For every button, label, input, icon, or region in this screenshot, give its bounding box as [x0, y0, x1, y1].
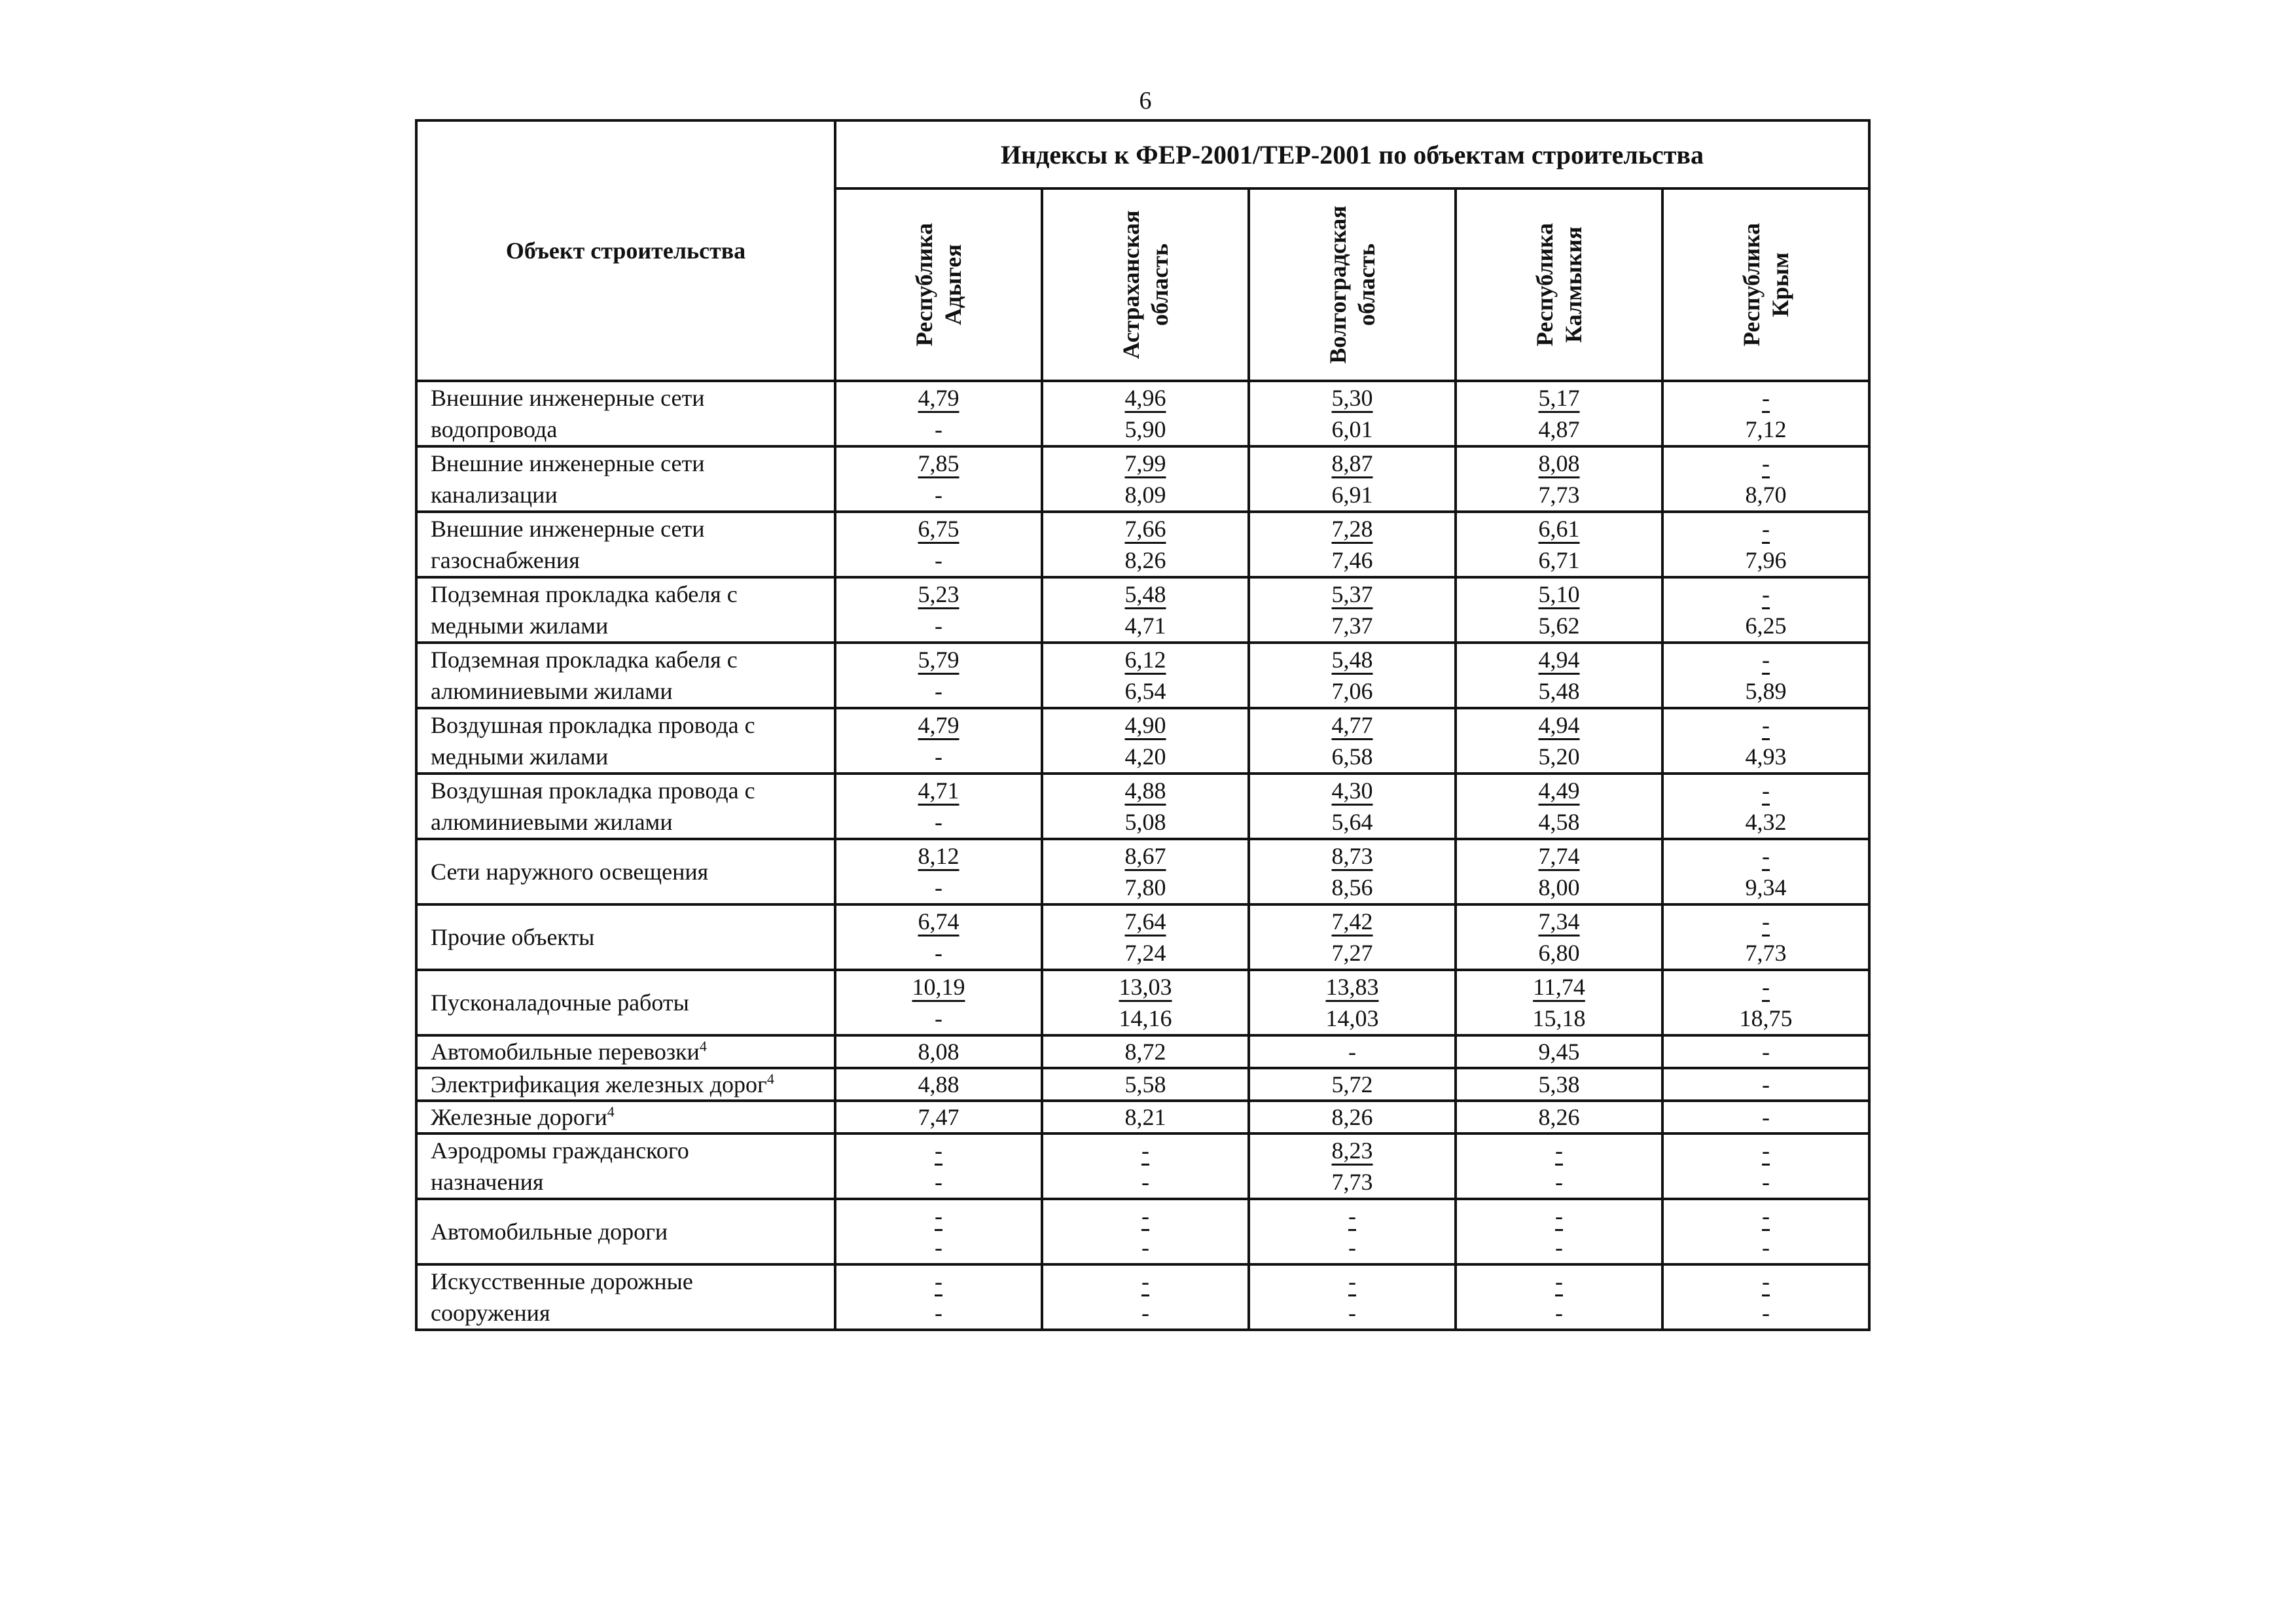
object-name-line: Внешние инженерные сети — [431, 516, 705, 542]
region-header-line: Республика — [911, 223, 937, 347]
regional-index-value: 4,49 — [1538, 777, 1580, 804]
secondary-index-value: - — [1141, 1234, 1149, 1260]
regional-index-value: 8,23 — [1331, 1137, 1373, 1164]
region-header — [1042, 188, 1249, 381]
object-name-line: Пусконаладочные работы — [431, 990, 689, 1016]
regional-index-value: 5,10 — [1538, 581, 1580, 607]
index-value-cell — [835, 1133, 1042, 1199]
index-value-cell — [1662, 381, 1869, 446]
index-value-cell — [1249, 774, 1456, 839]
footnote-marker: 4 — [766, 1071, 774, 1087]
regional-index-value: - — [1141, 1203, 1149, 1229]
region-header — [1662, 188, 1869, 381]
regional-index-value: 7,85 — [918, 450, 960, 476]
secondary-index-value: 5,20 — [1538, 743, 1580, 770]
object-name-line: Сети наружного освещения — [431, 859, 709, 885]
index-value-cell: 5,72 — [1249, 1068, 1456, 1101]
regional-index-value: - — [1762, 1137, 1770, 1164]
footnote-marker: 4 — [699, 1038, 707, 1054]
secondary-index-value: 4,32 — [1745, 809, 1787, 835]
index-value-cell — [1042, 1264, 1249, 1330]
secondary-index-value: - — [935, 1005, 942, 1031]
secondary-index-value: 8,26 — [1124, 547, 1166, 573]
object-name-line: Воздушная прокладка провода с — [431, 712, 755, 738]
region-header — [1249, 188, 1456, 381]
index-value-cell — [1042, 839, 1249, 904]
index-value-cell — [1042, 904, 1249, 970]
index-value-cell: - — [1662, 1035, 1869, 1068]
index-value-cell — [1662, 708, 1869, 774]
table-row — [416, 1101, 1869, 1133]
object-name-line: Железные дороги — [431, 1104, 607, 1130]
object-name-cell — [416, 381, 835, 446]
index-value-cell: - — [1662, 1101, 1869, 1133]
secondary-index-value: - — [1762, 1234, 1770, 1260]
object-name-line: Прочие объекты — [431, 924, 595, 950]
secondary-index-value: 7,73 — [1538, 482, 1580, 508]
secondary-index-value: 15,18 — [1532, 1005, 1586, 1031]
table-row — [416, 904, 1869, 970]
secondary-index-value: - — [1555, 1300, 1563, 1326]
regional-index-value: - — [1762, 581, 1770, 607]
table-body — [416, 381, 1869, 1330]
secondary-index-value: 4,58 — [1538, 809, 1580, 835]
secondary-index-value: - — [935, 940, 942, 966]
secondary-index-value: 7,96 — [1745, 547, 1787, 573]
secondary-index-value: 7,06 — [1331, 678, 1373, 704]
secondary-index-value: 6,71 — [1538, 547, 1580, 573]
footnote-marker: 4 — [607, 1103, 615, 1120]
table-row — [416, 708, 1869, 774]
regional-index-value: 4,90 — [1124, 712, 1166, 738]
regional-index-value: - — [1762, 777, 1770, 804]
regional-index-value: - — [1762, 712, 1770, 738]
index-value-cell — [1662, 904, 1869, 970]
index-value-cell — [1249, 1133, 1456, 1199]
index-value-cell — [835, 512, 1042, 577]
index-value-cell — [1456, 708, 1662, 774]
index-value-cell: 5,58 — [1042, 1068, 1249, 1101]
regional-index-value: 8,12 — [918, 843, 960, 869]
secondary-index-value: 5,89 — [1745, 678, 1787, 704]
object-name-cell — [416, 577, 835, 643]
regional-index-value: 13,83 — [1325, 974, 1379, 1000]
table-row — [416, 839, 1869, 904]
region-header — [835, 188, 1042, 381]
regional-index-value: 5,37 — [1331, 581, 1373, 607]
index-value-cell: 8,26 — [1456, 1101, 1662, 1133]
secondary-index-value: 5,64 — [1331, 809, 1373, 835]
index-value-cell — [1662, 774, 1869, 839]
regional-index-value: 7,64 — [1124, 908, 1166, 935]
index-value-cell — [835, 970, 1042, 1035]
region-header-line: область — [1354, 243, 1380, 327]
regional-index-value: 5,48 — [1124, 581, 1166, 607]
object-name-cell — [416, 1133, 835, 1199]
regional-index-value: 4,71 — [918, 777, 960, 804]
secondary-index-value: - — [935, 678, 942, 704]
secondary-index-value: - — [935, 613, 942, 639]
object-name-line: Автомобильные дороги — [431, 1219, 668, 1245]
secondary-index-value: 7,12 — [1745, 416, 1787, 442]
object-name-cell — [416, 1035, 835, 1068]
index-value-cell: 8,08 — [835, 1035, 1042, 1068]
secondary-index-value: 8,56 — [1331, 874, 1373, 901]
object-name-line: Внешние инженерные сети — [431, 450, 705, 476]
regional-index-value: - — [1762, 1203, 1770, 1229]
index-value-cell — [1249, 970, 1456, 1035]
index-value-cell — [1456, 970, 1662, 1035]
secondary-index-value: - — [1141, 1169, 1149, 1195]
index-value-cell — [835, 577, 1042, 643]
table-row — [416, 1035, 1869, 1068]
index-value-cell — [1456, 839, 1662, 904]
regional-index-value: 8,87 — [1331, 450, 1373, 476]
object-name-line: Искусственные дорожные — [431, 1268, 693, 1294]
index-value-cell — [1456, 1199, 1662, 1264]
index-value-cell — [1456, 643, 1662, 708]
secondary-index-value: 6,25 — [1745, 613, 1787, 639]
index-value-cell — [1042, 446, 1249, 512]
index-value-cell — [1456, 577, 1662, 643]
index-value-cell — [1456, 904, 1662, 970]
secondary-index-value: 7,37 — [1331, 613, 1373, 639]
region-header-line: Республика — [1532, 223, 1558, 347]
index-value-cell — [1249, 1199, 1456, 1264]
index-value-cell — [1042, 1133, 1249, 1199]
regional-index-value: 4,94 — [1538, 647, 1580, 673]
table-row — [416, 512, 1869, 577]
index-value-cell — [1456, 774, 1662, 839]
index-value-cell — [1249, 381, 1456, 446]
regional-index-value: 4,88 — [1124, 777, 1166, 804]
index-value-cell — [1249, 904, 1456, 970]
regional-index-value: 7,34 — [1538, 908, 1580, 935]
index-value-cell — [1042, 577, 1249, 643]
regional-index-value: - — [935, 1137, 942, 1164]
index-value-cell: 5,38 — [1456, 1068, 1662, 1101]
index-value-cell — [1249, 643, 1456, 708]
regional-index-value: 6,75 — [918, 516, 960, 542]
table-row — [416, 381, 1869, 446]
regional-index-value: 11,74 — [1533, 974, 1585, 1000]
regional-index-value: - — [1348, 1203, 1356, 1229]
secondary-index-value: 7,73 — [1745, 940, 1787, 966]
regional-index-value: - — [1141, 1137, 1149, 1164]
secondary-index-value: 6,91 — [1331, 482, 1373, 508]
object-name-cell — [416, 708, 835, 774]
secondary-index-value: - — [935, 1300, 942, 1326]
regional-index-value: - — [1141, 1268, 1149, 1294]
index-value-cell — [835, 904, 1042, 970]
page-number: 6 — [1139, 87, 1152, 115]
regional-index-value: 6,12 — [1124, 647, 1166, 673]
secondary-index-value: 4,71 — [1124, 613, 1166, 639]
index-value-cell — [1662, 1264, 1869, 1330]
index-value-cell — [835, 708, 1042, 774]
index-value-cell: - — [1662, 1068, 1869, 1101]
index-value-cell — [835, 1199, 1042, 1264]
secondary-index-value: - — [1348, 1234, 1356, 1260]
secondary-index-value: 6,58 — [1331, 743, 1373, 770]
regional-index-value: - — [1555, 1137, 1563, 1164]
object-name-cell — [416, 1068, 835, 1101]
object-name-line: Автомобильные перевозки — [431, 1039, 700, 1065]
secondary-index-value: 7,73 — [1331, 1169, 1373, 1195]
regional-index-value: - — [1762, 843, 1770, 869]
table-row — [416, 1264, 1869, 1330]
region-header-line: Астраханская — [1118, 210, 1144, 359]
index-value-cell — [835, 381, 1042, 446]
regional-index-value: 4,79 — [918, 385, 960, 411]
region-header-line: Калмыкия — [1560, 226, 1587, 343]
regional-index-value: 5,17 — [1538, 385, 1580, 411]
regional-index-value: 4,30 — [1331, 777, 1373, 804]
secondary-index-value: - — [1555, 1234, 1563, 1260]
regional-index-value: 5,79 — [918, 647, 960, 673]
secondary-index-value: 18,75 — [1739, 1005, 1793, 1031]
index-table — [415, 119, 1871, 1331]
secondary-index-value: 7,27 — [1331, 940, 1373, 966]
regional-index-value: 7,74 — [1538, 843, 1580, 869]
index-value-cell — [1662, 1133, 1869, 1199]
index-value-cell — [1042, 708, 1249, 774]
index-value-cell — [1042, 774, 1249, 839]
regional-index-value: - — [935, 1203, 942, 1229]
object-name-line: медными жилами — [431, 613, 609, 639]
secondary-index-value: - — [935, 1169, 942, 1195]
index-value-cell — [1456, 1264, 1662, 1330]
index-value-cell — [1662, 446, 1869, 512]
index-value-cell — [835, 446, 1042, 512]
secondary-index-value: - — [935, 1234, 942, 1260]
region-header-line: Волгоградская — [1325, 205, 1351, 364]
object-name-line: назначения — [431, 1169, 544, 1195]
index-value-cell: 9,45 — [1456, 1035, 1662, 1068]
regional-index-value: - — [1762, 1268, 1770, 1294]
regional-index-value: - — [1555, 1268, 1563, 1294]
secondary-index-value: - — [1348, 1300, 1356, 1326]
regional-index-value: 4,94 — [1538, 712, 1580, 738]
secondary-index-value: - — [1762, 1300, 1770, 1326]
object-name-line: алюминиевыми жилами — [431, 678, 673, 704]
regional-index-value: - — [1762, 908, 1770, 935]
region-header-line: Крым — [1767, 252, 1793, 317]
secondary-index-value: - — [935, 547, 942, 573]
secondary-index-value: 14,16 — [1119, 1005, 1172, 1031]
secondary-index-value: - — [935, 416, 942, 442]
object-name-cell — [416, 904, 835, 970]
index-value-cell — [835, 774, 1042, 839]
index-value-cell: 8,72 — [1042, 1035, 1249, 1068]
regional-index-value: 8,67 — [1124, 843, 1166, 869]
table-row — [416, 774, 1869, 839]
index-value-cell — [1249, 577, 1456, 643]
index-value-cell — [1042, 512, 1249, 577]
regional-index-value: 10,19 — [912, 974, 965, 1000]
indices-group-header: Индексы к ФЕР-2001/ТЕР-2001 по объектам строительства — [835, 120, 1869, 188]
object-name-line: Подземная прокладка кабеля с — [431, 647, 738, 673]
index-value-cell: 4,88 — [835, 1068, 1042, 1101]
secondary-index-value: 4,93 — [1745, 743, 1787, 770]
object-name-cell — [416, 1101, 835, 1133]
index-value-cell — [1456, 381, 1662, 446]
regional-index-value: - — [935, 1268, 942, 1294]
regional-index-value: 5,30 — [1331, 385, 1373, 411]
region-header-line: Республика — [1738, 223, 1765, 347]
object-name-line: алюминиевыми жилами — [431, 809, 673, 835]
object-name-cell — [416, 839, 835, 904]
secondary-index-value: - — [1141, 1300, 1149, 1326]
object-name-line: Электрификация железных дорог — [431, 1071, 767, 1097]
secondary-index-value: 4,87 — [1538, 416, 1580, 442]
object-name-line: канализации — [431, 482, 558, 508]
regional-index-value: - — [1762, 974, 1770, 1000]
secondary-index-value: 5,90 — [1124, 416, 1166, 442]
table-row — [416, 577, 1869, 643]
regional-index-value: 5,48 — [1331, 647, 1373, 673]
secondary-index-value: 7,80 — [1124, 874, 1166, 901]
secondary-index-value: 7,46 — [1331, 547, 1373, 573]
index-value-cell — [835, 643, 1042, 708]
index-value-cell — [1249, 446, 1456, 512]
object-name-line: Воздушная прокладка провода с — [431, 777, 755, 804]
regional-index-value: 7,99 — [1124, 450, 1166, 476]
table-row — [416, 446, 1869, 512]
regional-index-value: 7,66 — [1124, 516, 1166, 542]
table-row — [416, 1068, 1869, 1101]
index-value-cell — [1249, 839, 1456, 904]
regional-index-value: 4,77 — [1331, 712, 1373, 738]
secondary-index-value: - — [935, 874, 942, 901]
object-name-cell — [416, 1199, 835, 1264]
secondary-index-value: 7,24 — [1124, 940, 1166, 966]
index-value-cell — [835, 1264, 1042, 1330]
secondary-index-value: 6,01 — [1331, 416, 1373, 442]
index-value-cell — [1456, 512, 1662, 577]
object-name-line: Аэродромы гражданского — [431, 1137, 689, 1164]
secondary-index-value: - — [935, 482, 942, 508]
regional-index-value: 13,03 — [1119, 974, 1172, 1000]
index-value-cell — [1662, 643, 1869, 708]
regional-index-value: 8,73 — [1331, 843, 1373, 869]
secondary-index-value: 5,62 — [1538, 613, 1580, 639]
object-column-header: Объект строительства — [416, 120, 835, 381]
regional-index-value: - — [1762, 647, 1770, 673]
index-value-cell — [1662, 970, 1869, 1035]
index-value-cell — [835, 839, 1042, 904]
secondary-index-value: - — [1555, 1169, 1563, 1195]
object-name-cell — [416, 446, 835, 512]
secondary-index-value: 9,34 — [1745, 874, 1787, 901]
table-row — [416, 1199, 1869, 1264]
regional-index-value: 4,79 — [918, 712, 960, 738]
object-name-line: Внешние инженерные сети — [431, 385, 705, 411]
region-header-line: область — [1147, 243, 1173, 326]
index-value-cell — [1662, 1199, 1869, 1264]
regional-index-value: - — [1762, 450, 1770, 476]
secondary-index-value: 14,03 — [1325, 1005, 1379, 1031]
object-name-line: газоснабжения — [431, 547, 580, 573]
object-name-line: Подземная прокладка кабеля с — [431, 581, 738, 607]
index-value-cell — [1249, 512, 1456, 577]
index-value-cell — [1042, 381, 1249, 446]
object-name-cell — [416, 774, 835, 839]
index-value-cell — [1662, 839, 1869, 904]
regional-index-value: 4,96 — [1124, 385, 1166, 411]
regional-index-value: 5,23 — [918, 581, 960, 607]
table-row — [416, 643, 1869, 708]
index-value-cell: 8,21 — [1042, 1101, 1249, 1133]
index-value-cell — [1042, 643, 1249, 708]
object-name-line: сооружения — [431, 1300, 550, 1326]
index-value-cell: - — [1249, 1035, 1456, 1068]
regional-index-value: 8,08 — [1538, 450, 1580, 476]
secondary-index-value: - — [935, 743, 942, 770]
index-value-cell: 7,47 — [835, 1101, 1042, 1133]
object-name-cell — [416, 1264, 835, 1330]
index-value-cell — [1662, 577, 1869, 643]
regional-index-value: - — [1348, 1268, 1356, 1294]
secondary-index-value: - — [935, 809, 942, 835]
region-header-line: Адыгея — [940, 244, 966, 325]
index-value-cell — [1042, 970, 1249, 1035]
object-name-cell — [416, 643, 835, 708]
regional-index-value: - — [1762, 516, 1770, 542]
secondary-index-value: 6,54 — [1124, 678, 1166, 704]
object-name-line: медными жилами — [431, 743, 609, 770]
region-header — [1456, 188, 1662, 381]
index-value-cell — [1456, 446, 1662, 512]
secondary-index-value: 8,70 — [1745, 482, 1787, 508]
object-name-cell — [416, 512, 835, 577]
object-name-line: водопровода — [431, 416, 558, 442]
object-name-cell — [416, 970, 835, 1035]
index-value-cell — [1662, 512, 1869, 577]
secondary-index-value: 8,09 — [1124, 482, 1166, 508]
index-value-cell — [1042, 1199, 1249, 1264]
regional-index-value: 6,74 — [918, 908, 960, 935]
secondary-index-value: 8,00 — [1538, 874, 1580, 901]
secondary-index-value: 6,80 — [1538, 940, 1580, 966]
regional-index-value: - — [1555, 1203, 1563, 1229]
index-value-cell — [1249, 1264, 1456, 1330]
index-value-cell — [1249, 708, 1456, 774]
secondary-index-value: 4,20 — [1124, 743, 1166, 770]
table-row — [416, 1133, 1869, 1199]
regional-index-value: 7,42 — [1331, 908, 1373, 935]
index-value-cell — [1456, 1133, 1662, 1199]
index-value-cell: 8,26 — [1249, 1101, 1456, 1133]
regional-index-value: 7,28 — [1331, 516, 1373, 542]
secondary-index-value: 5,48 — [1538, 678, 1580, 704]
regional-index-value: 6,61 — [1538, 516, 1580, 542]
secondary-index-value: 5,08 — [1124, 809, 1166, 835]
table-row — [416, 970, 1869, 1035]
regional-index-value: - — [1762, 385, 1770, 411]
secondary-index-value: - — [1762, 1169, 1770, 1195]
